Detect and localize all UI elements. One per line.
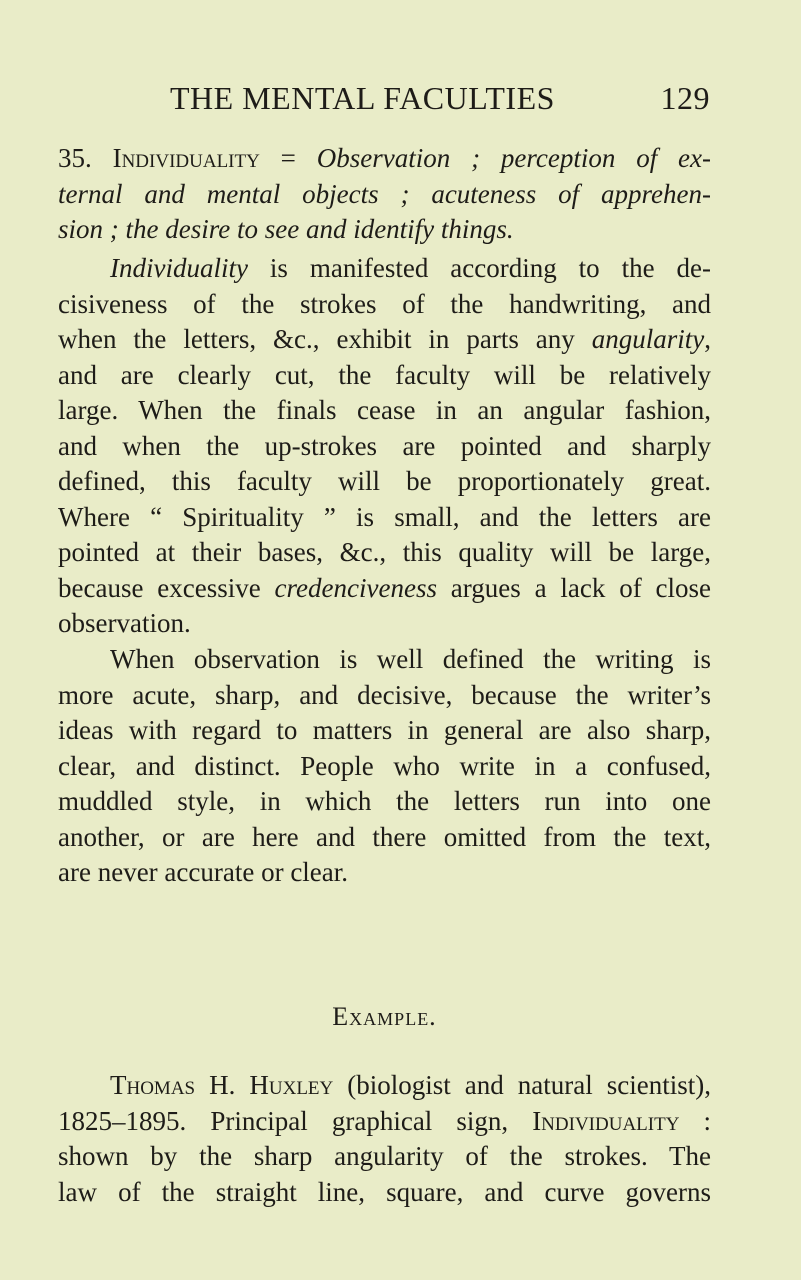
paragraph-line: 1825–1895. Principal graphical sign, Individuality : — [58, 1105, 711, 1136]
paragraph-line: large. When the finals cease in an angular fashion, — [58, 395, 711, 425]
paragraph-line: and are clearly cut, the faculty will be relatively — [58, 359, 711, 390]
paragraph-line: muddled style, in which the letters run into one — [58, 786, 711, 816]
paragraph-line: clear, and distinct. People who write in a confused, — [58, 750, 711, 781]
paragraph-line: observation. — [58, 608, 191, 638]
paragraph-line: another, or are here and there omitted from the text, — [58, 821, 711, 852]
page-number: 129 — [660, 80, 710, 116]
paragraph-2 — [58, 642, 711, 891]
section-number: 35. — [58, 143, 92, 173]
paragraph-line: ideas with regard to matters in general are also sharp, — [58, 715, 711, 745]
paragraph-line: shown by the sharp angularity of the strokes. The — [58, 1141, 711, 1171]
paragraph-line: are never accurate or clear. — [58, 857, 349, 887]
example-paragraph — [58, 1068, 711, 1210]
equals-sign: = — [280, 143, 296, 173]
running-header — [150, 80, 710, 120]
definition-line-3: sion ; the desire to see and identify things. — [58, 214, 514, 244]
paragraph-line: cisiveness of the strokes of the handwriting, and — [58, 288, 711, 319]
paragraph-line: when the letters, &c., exhibit in parts any angularity, — [58, 324, 711, 354]
paragraph-line: Individuality is manifested according to the de- — [110, 253, 711, 283]
paragraph-line: because excessive credenciveness argues a lack of close — [58, 572, 711, 603]
definition-line-1 — [58, 141, 711, 177]
running-title: THE MENTAL FACULTIES — [170, 80, 555, 116]
paragraph-line: pointed at their bases, &c., this quality will be large, — [58, 537, 711, 567]
faculty-term: Individuality — [112, 143, 260, 173]
paragraph-line: law of the straight line, square, and curve governs — [58, 1176, 711, 1207]
definition-line-2: ternal and mental objects ; acuteness of apprehen- — [58, 178, 711, 209]
definition-text-1: Observation ; perception of ex- — [316, 143, 712, 173]
person-name: Thomas H. Huxley — [110, 1070, 334, 1100]
paragraph-line: and when the up-strokes are pointed and sharply — [58, 430, 711, 461]
paragraph-1 — [58, 251, 711, 642]
section-35-definition — [58, 141, 711, 248]
example-heading: Example. — [332, 1002, 437, 1031]
paragraph-line: Thomas H. Huxley (biologist and natural scientist), — [110, 1070, 711, 1100]
paragraph-line: Where “ Spirituality ” is small, and the letters are — [58, 501, 711, 532]
paragraph-line: When observation is well defined the writing is — [110, 644, 711, 674]
paragraph-line: more acute, sharp, and decisive, because the writer’s — [58, 679, 711, 710]
paragraph-line: defined, this faculty will be proportionately great. — [58, 466, 711, 496]
